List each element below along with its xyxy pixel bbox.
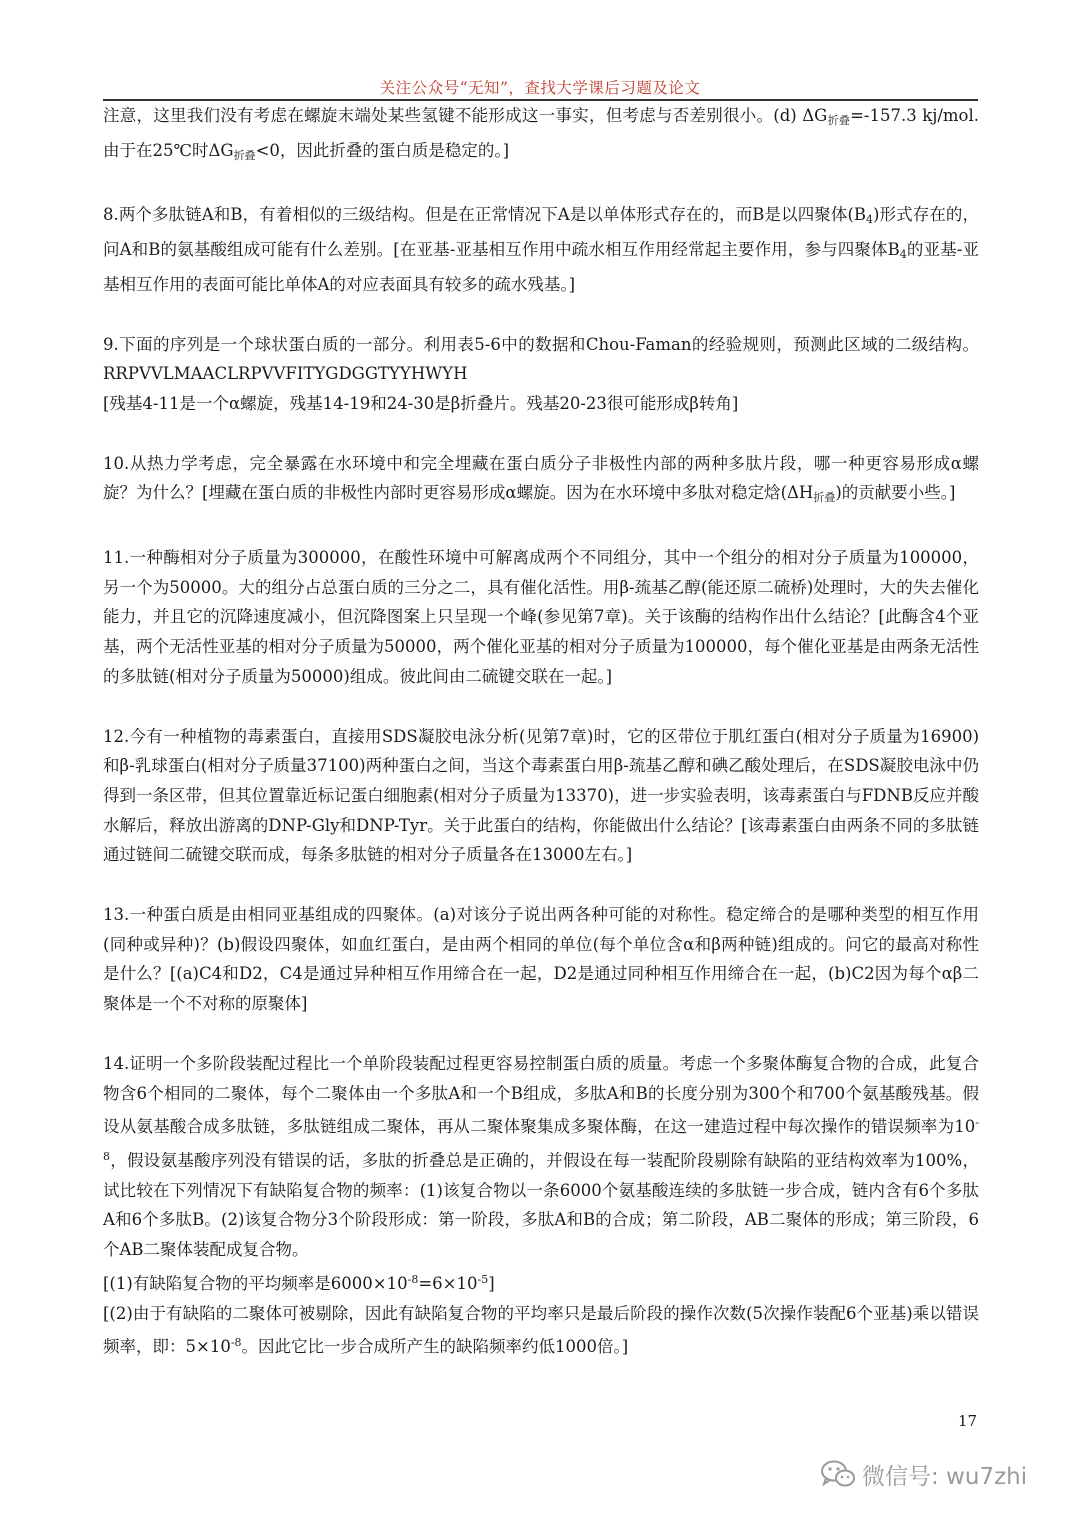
text-run: 注意，这里我们没有考虑在螺旋末端处某些氢键不能形成这一事实，但考虑与否差别很小。(d) ΔG [103,106,828,125]
text-run: [(1)有缺陷复合物的平均频率是6000×10 [103,1273,408,1293]
text-run: ，假设氨基酸序列没有错误的话，多肽的折叠总是正确的，并假设在每一装配阶段剔除有缺陷的亚结构效率为100%，试比较在下列情况下有缺陷复合物的频率：(1)该复合物以一条6000个氨基酸连续的多肽链一步合成，链内含有6个多肽A和6个多肽B。(2)该复合物分3个阶段形成：第一阶段，多肽A和B的合成；第二阶段，AB二聚体的形成；第三阶段，6个AB二聚体装配成复合物。 [103,1150,979,1260]
text-run: 14.证明一个多阶段装配过程比一个单阶段装配过程更容易控制蛋白质的质量。考虑一个多聚体酶复合物的合成，此复合物含6个相同的二聚体，每个二聚体由一个多肽A和一个B组成，多肽A和B的长度分别为300个和700个氨基酸残基。假设从氨基酸合成多肽链，多肽链组成二聚体，再从二聚体聚集成多聚体酶，在这一建造过程中每次操作的错误频率为10 [103,1053,979,1137]
subscript: 折叠 [813,491,836,505]
text-run: 8.两个多肽链A和B，有着相似的三级结构。但是在正常情况下A是以单体形式存在的，而B是以四聚体(B [103,205,867,225]
text-run: 10.从热力学考虑，完全暴露在水环境中和完全埋藏在蛋白质分子非极性内部的两种多肽片段，哪一种更容易形成α螺旋？为什么？[埋藏在蛋白质的非极性内部时更容易形成α螺旋。因为在水环境中多肽对稳定焓(ΔH [103,453,979,503]
page-number: 17 [958,1412,978,1430]
spacer [103,300,979,330]
question-11: 11.一种酶相对分子质量为300000，在酸性环境中可解离成两个不同组分，其中一个组分的相对分子质量为100000，另一个为50000。大的组分占总蛋白质的三分之二，具有催化活性。用β-巯基乙醇(能还原二硫桥)处理时，大的失去催化能力，并且它的沉降速度减小，但沉降图案上只呈现一个峰(参见第7章)。关于该酶的结构作出什么结论？[此酶含4个亚基，两个无活性亚基的相对分子质量为50000，两个催化亚基的相对分子质量为100000，每个催化亚基是由两条无活性的多肽链(相对分子质量为50000)组成。彼此间由二硫键交联在一起。] [103,548,979,686]
spacer [103,170,979,200]
question-10 [103,449,979,513]
spacer [103,419,979,449]
text-run: )的贡献要小些。] [835,483,956,503]
question-9: 9.下面的序列是一个球状蛋白质的一部分。利用表5-6中的数据和Chou-Faman的经验规则，预测此区域的二级结构。RRPVVLMAACLRPVVFITYGDGGTYYHWYH [103,334,979,384]
answer-14-part-2 [103,1299,979,1362]
answer-9: [残基4-11是一个α螺旋，残基14-19和24-30是β折叠片。残基20-23很可能形成β转角] [103,393,739,413]
text-run: [(2)由于有缺陷的二聚体可被剔除，因此有缺陷复合物的平均率只是最后阶段的操作次数(5次操作装配6个亚基)乘以错误频率，即：5×10 [103,1303,979,1357]
spacer [103,692,979,722]
spacer [103,513,979,543]
superscript: -8 [407,1272,419,1286]
paragraph-continuation [103,101,979,170]
subscript: 4 [899,248,907,262]
question-13: 13.一种蛋白质是由相同亚基组成的四聚体。(a)对该分子说出两各种可能的对称性。稳定缔合的是哪种类型的相互作用(同种或异种)？(b)假设四聚体，如血红蛋白，是由两个相同的单位(每个单位含α和β两种链)组成的。问它的最高对称性是什么？[(a)C4和D2，C4是通过异种相互作用缔合在一起，D2是通过同种相互作用缔合在一起，(b)C2因为每个αβ二聚体是一个不对称的原聚体] [103,905,979,1014]
text-run: )形式存在的，问A和B的氨基酸组成可能有什么差别。[在亚基-亚基相互作用中疏水相互作用经常起主要作用，参与四聚体B [103,205,980,260]
answer-14-part-1 [103,1265,979,1299]
text-run: ] [488,1273,495,1293]
watermark-text: 微信号: wu7zhi [862,1463,1028,1490]
superscript: -5 [477,1272,489,1286]
spacer [103,1019,979,1049]
superscript: -8 [230,1336,242,1350]
text-run: 的亚基-亚基相互作用的表面可能比单体A的对应表面具有较多的疏水残基。] [103,240,979,294]
text-run: =6×10 [418,1273,478,1293]
subscript: 折叠 [233,148,256,162]
question-8 [103,200,979,299]
question-14 [103,1049,979,1265]
wechat-icon [820,1459,856,1489]
spacer [103,870,979,900]
text-run: =-157.3 kj/mol.由于在25℃时ΔG [103,106,980,160]
text-run: <0，因此折叠的蛋白质是稳定的。] [255,140,510,160]
document-body [103,101,979,1362]
subscript: 4 [866,213,874,227]
page-header: 关注公众号“无知”，查找大学课后习题及论文 [379,79,701,97]
watermark [820,1454,1060,1494]
question-12: 12.今有一种植物的毒素蛋白，直接用SDS凝胶电泳分析(见第7章)时，它的区带位于肌红蛋白(相对分子质量为16900)和β-乳球蛋白(相对分子质量37100)两种蛋白之间，当这个毒素蛋白用β-巯基乙醇和碘乙酸处理后，在SDS凝胶电泳中仍得到一条区带，但其位置靠近标记蛋白细胞素(相对分子质量为13370)，进一步实验表明，该毒素蛋白与FDNB反应并酸水解后，释放出游离的DNP-Gly和DNP-Tyr。关于此蛋白的结构，你能做出什么结论？[该毒素蛋白由两条不同的多肽链通过链间二硫键交联而成，每条多肽链的相对分子质量各在13000左右。] [103,726,979,865]
superscript: -8 [103,1116,979,1163]
subscript: 折叠 [827,114,851,127]
text-run: 。因此它比一步合成所产生的缺陷频率约低1000倍。] [241,1337,629,1357]
